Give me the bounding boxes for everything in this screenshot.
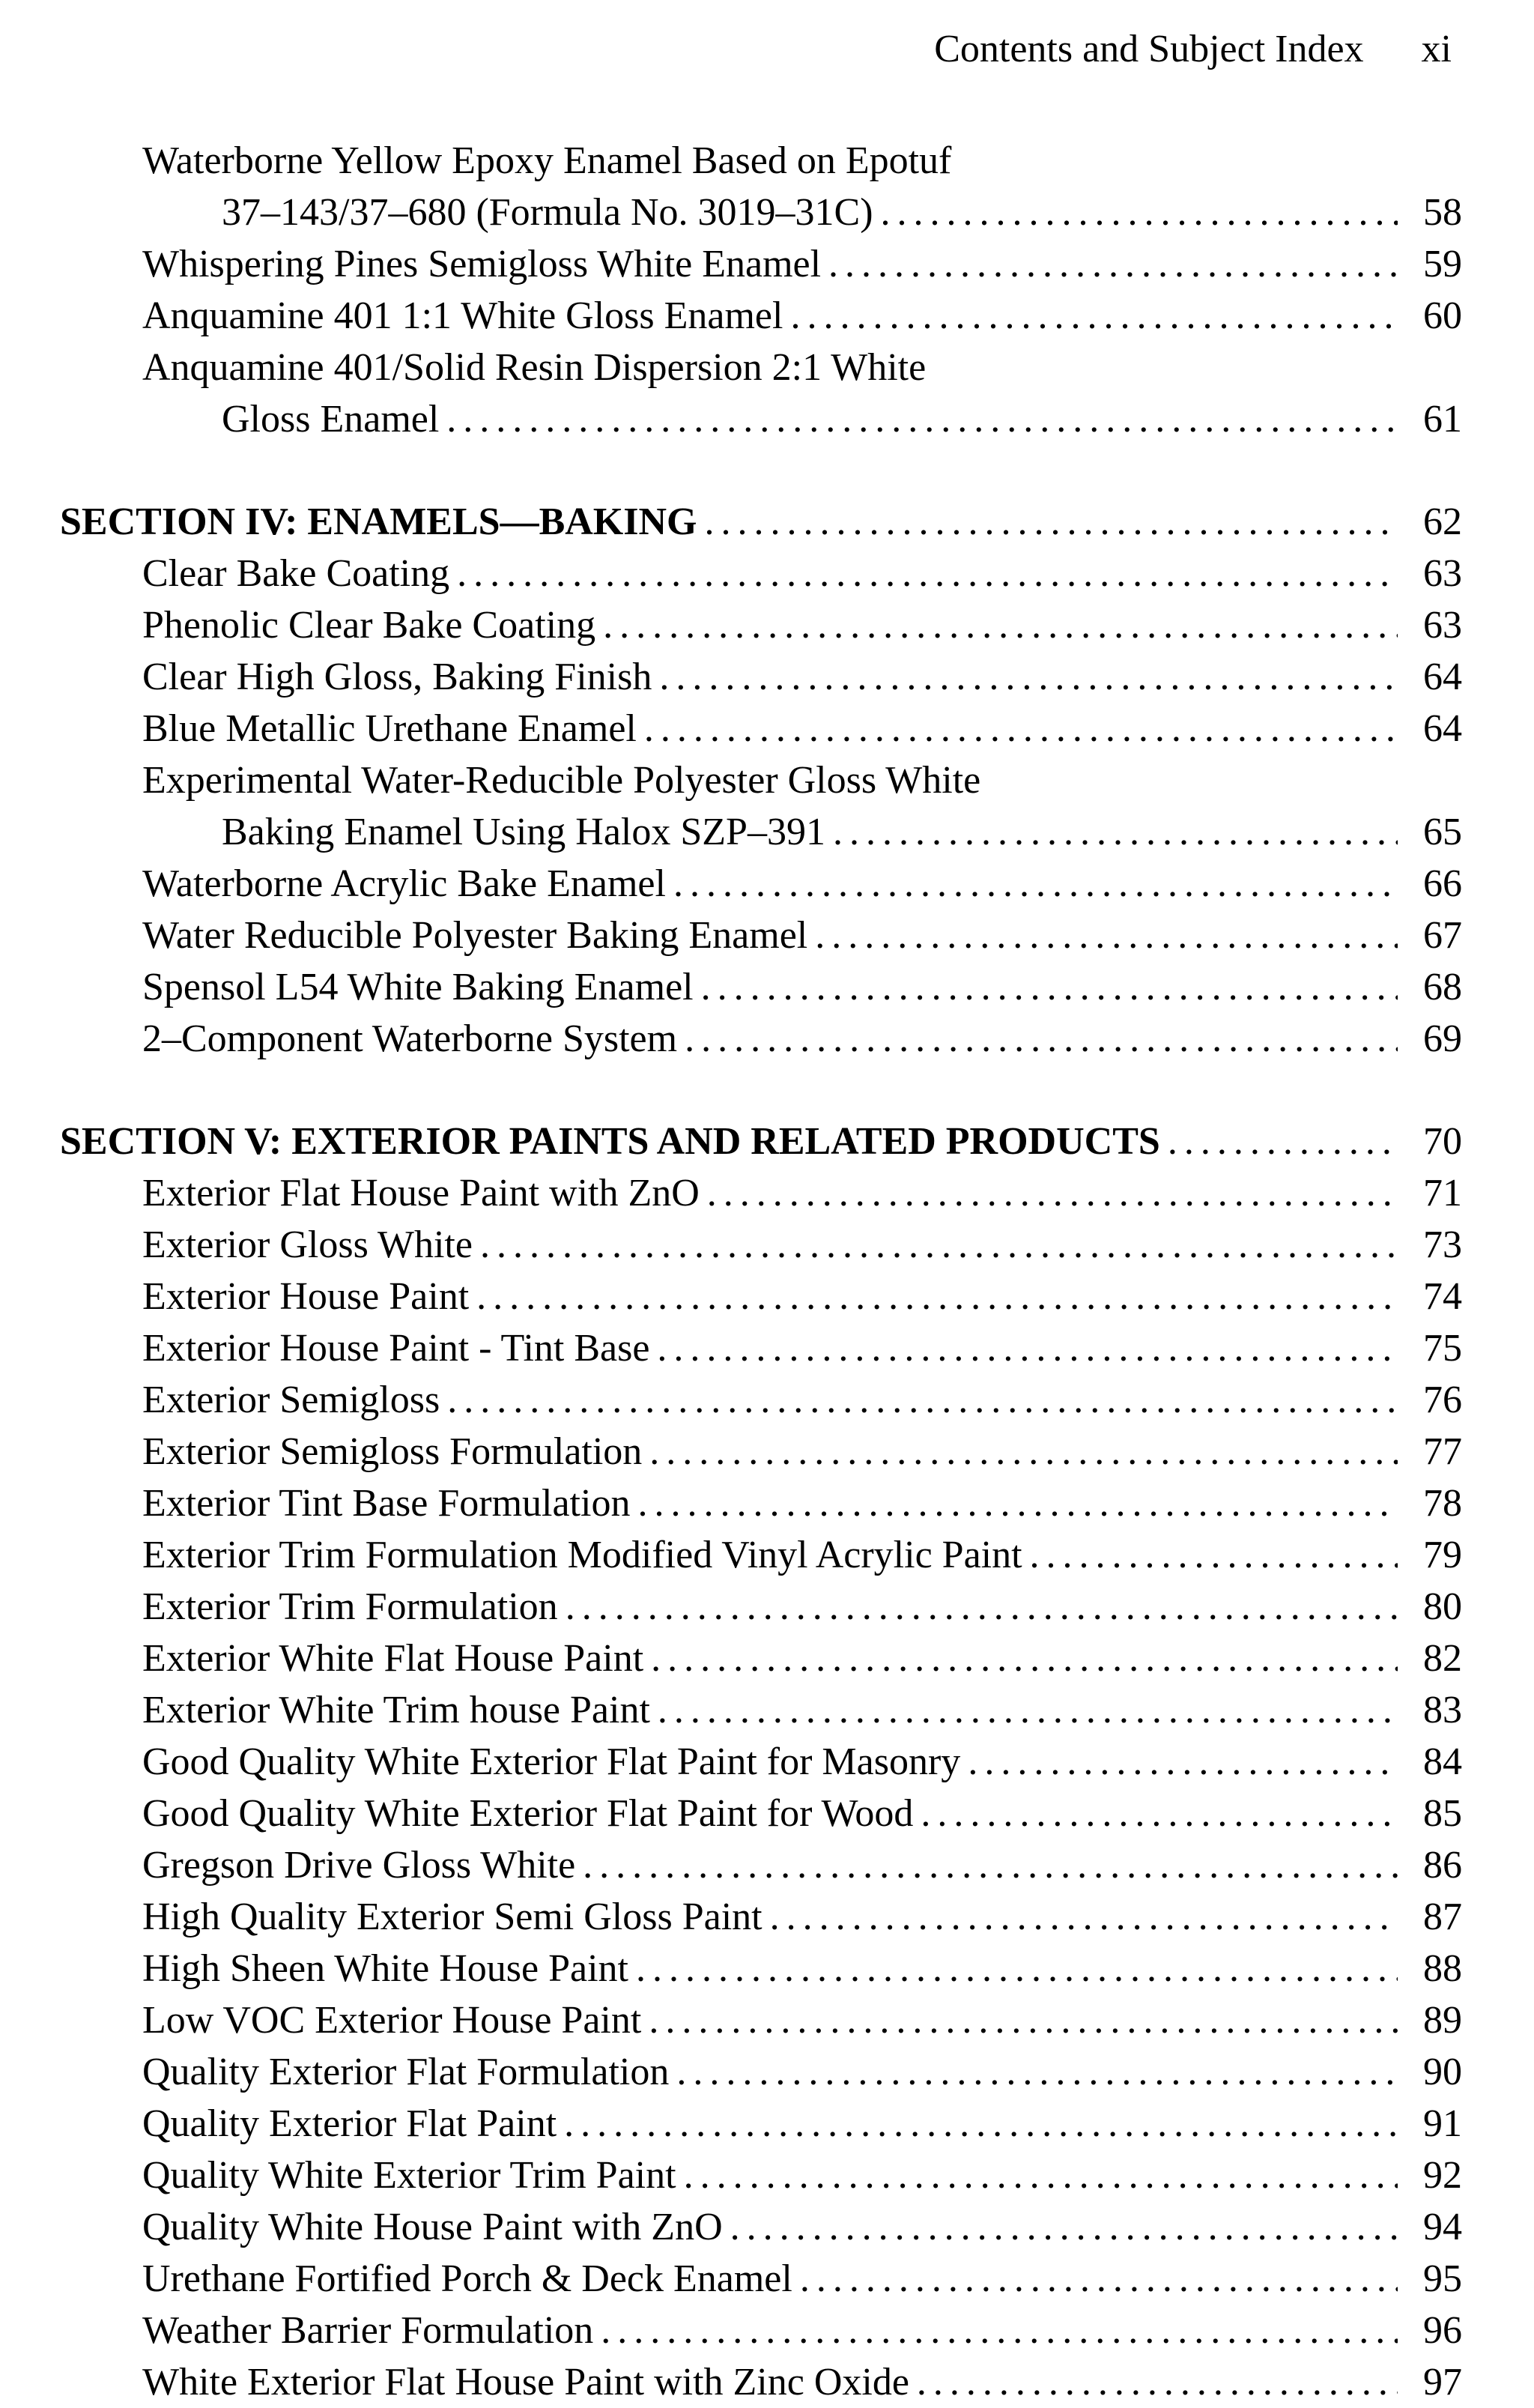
entry-title: Spensol L54 White Baking Enamel [142, 966, 694, 1008]
entry-page-number: 78 [1423, 1482, 1462, 1525]
toc-entry-continuation [60, 187, 1462, 238]
entry-page-number: 67 [1423, 914, 1462, 957]
entry-page-number: 65 [1423, 811, 1462, 853]
dot-leader [603, 599, 1398, 651]
entry-page-number: 68 [1423, 966, 1462, 1008]
entry-page-number: 62 [1423, 500, 1462, 543]
toc-entry [60, 1736, 1462, 1788]
entry-page-number: 87 [1423, 1896, 1462, 1938]
dot-leader [583, 1839, 1398, 1891]
entry-page-number: 92 [1423, 2154, 1462, 2197]
entry-page-number: 63 [1423, 552, 1462, 595]
entry-page-number: 61 [1423, 398, 1462, 441]
entry-page-number: 70 [1423, 1120, 1462, 1163]
toc-entry [60, 2253, 1462, 2305]
toc-entry-continuation [60, 806, 1462, 858]
running-head [934, 27, 1452, 71]
dot-leader [701, 961, 1398, 1013]
entry-page-number: 77 [1423, 1430, 1462, 1473]
entry-page-number: 89 [1423, 1999, 1462, 2042]
toc-entry [60, 1581, 1462, 1633]
entry-title: Clear Bake Coating [142, 552, 450, 595]
dot-leader [476, 1271, 1398, 1322]
entry-title: Clear High Gloss, Baking Finish [142, 656, 652, 698]
toc-entry [60, 2356, 1462, 2408]
dot-leader [649, 1994, 1398, 2046]
entry-page-number: 71 [1423, 1172, 1462, 1214]
entry-page-number: 88 [1423, 1947, 1462, 1990]
entry-title: Exterior House Paint [142, 1275, 470, 1318]
entry-page-number: 69 [1423, 1017, 1462, 1060]
entry-page-number: 59 [1423, 243, 1462, 285]
toc-entry [60, 1167, 1462, 1219]
entry-title: 37–143/37–680 (Formula No. 3019–31C) [222, 191, 873, 234]
entry-title: 2–Component Waterborne System [142, 1017, 678, 1060]
entry-title: High Quality Exterior Semi Gloss Paint [142, 1896, 763, 1938]
entry-title: Baking Enamel Using Halox SZP–391 [222, 811, 825, 853]
entry-page-number: 73 [1423, 1223, 1462, 1266]
dot-leader [659, 651, 1398, 703]
entry-page-number: 94 [1423, 2206, 1462, 2248]
dot-leader [673, 858, 1398, 910]
toc-entry [60, 2098, 1462, 2150]
toc-entry [60, 1219, 1462, 1271]
toc-entry [60, 1374, 1462, 1426]
dot-leader [968, 1736, 1398, 1788]
entry-title: Anquamine 401/Solid Resin Dispersion 2:1 White [142, 346, 927, 389]
page-header-title: Contents and Subject Index [934, 28, 1364, 70]
entry-page-number: 86 [1423, 1844, 1462, 1887]
dot-leader [921, 1788, 1398, 1839]
toc-entry [60, 1943, 1462, 1994]
dot-leader [446, 393, 1398, 445]
dot-leader [457, 548, 1398, 599]
toc-entry [60, 961, 1462, 1013]
dot-leader [1030, 1529, 1398, 1581]
dot-leader [770, 1891, 1398, 1943]
dot-leader [684, 2150, 1398, 2201]
toc-entry [60, 2201, 1462, 2253]
entry-page-number: 58 [1423, 191, 1462, 234]
dot-leader [636, 1943, 1398, 1994]
entry-title: Gregson Drive Gloss White [142, 1844, 576, 1887]
entry-title: Good Quality White Exterior Flat Paint for Wood [142, 1792, 914, 1835]
toc-entry [60, 1891, 1462, 1943]
entry-page-number: 82 [1423, 1637, 1462, 1680]
dot-leader [658, 1684, 1398, 1736]
entry-title: Exterior Trim Formulation [142, 1585, 558, 1628]
dot-leader [644, 703, 1398, 754]
toc-entry [60, 2150, 1462, 2201]
entry-title: Waterborne Yellow Epoxy Enamel Based on Epotuf [142, 139, 952, 182]
dot-leader [564, 2098, 1398, 2150]
dot-leader [833, 806, 1398, 858]
entry-page-number: 91 [1423, 2102, 1462, 2145]
entry-page-number: 66 [1423, 862, 1462, 905]
entry-title: Exterior Tint Base Formulation [142, 1482, 631, 1525]
entry-title: Quality White Exterior Trim Paint [142, 2154, 676, 2197]
section-heading [60, 1116, 1462, 1167]
toc-entry [60, 135, 1462, 187]
toc-entry [60, 1788, 1462, 1839]
entry-page-number: 76 [1423, 1379, 1462, 1421]
entry-title: White Exterior Flat House Paint with Zinc Oxide [142, 2361, 909, 2404]
entry-title: SECTION V: EXTERIOR PAINTS AND RELATED PRODUCTS [60, 1120, 1160, 1163]
dot-leader [881, 187, 1398, 238]
entry-title: Exterior White Flat House Paint [142, 1637, 644, 1680]
entry-title: Exterior House Paint - Tint Base [142, 1327, 650, 1370]
entry-page-number: 90 [1423, 2051, 1462, 2093]
dot-leader [790, 290, 1398, 342]
toc-entry [60, 342, 1462, 393]
entry-title: Quality White House Paint with ZnO [142, 2206, 723, 2248]
toc-entry [60, 1322, 1462, 1374]
entry-page-number: 85 [1423, 1792, 1462, 1835]
dot-leader [649, 1426, 1398, 1477]
entry-title: Experimental Water-Reducible Polyester Gloss White [142, 759, 981, 802]
entry-title: Phenolic Clear Bake Coating [142, 604, 596, 647]
entry-title: Exterior White Trim house Paint [142, 1689, 650, 1731]
dot-leader [637, 1477, 1398, 1529]
entry-title: Exterior Gloss White [142, 1223, 473, 1266]
entry-title: Exterior Trim Formulation Modified Vinyl Acrylic Paint [142, 1534, 1022, 1576]
entry-title: Anquamine 401 1:1 White Gloss Enamel [142, 294, 783, 337]
entry-title: Good Quality White Exterior Flat Paint for Masonry [142, 1740, 961, 1783]
toc-entry [60, 1426, 1462, 1477]
dot-leader [676, 2046, 1398, 2098]
toc-entry [60, 1684, 1462, 1736]
entry-page-number: 84 [1423, 1740, 1462, 1783]
entry-title: Whispering Pines Semigloss White Enamel [142, 243, 822, 285]
dot-leader [480, 1219, 1398, 1271]
toc-entry [60, 651, 1462, 703]
entry-title: Water Reducible Polyester Baking Enamel [142, 914, 808, 957]
dot-leader [601, 2305, 1398, 2356]
entry-page-number: 64 [1423, 707, 1462, 750]
toc-entry [60, 2046, 1462, 2098]
toc-entry [60, 599, 1462, 651]
toc-entry [60, 548, 1462, 599]
entry-title: Low VOC Exterior House Paint [142, 1999, 642, 2042]
entry-page-number: 96 [1423, 2309, 1462, 2352]
toc-entry [60, 703, 1462, 754]
entry-title: Weather Barrier Formulation [142, 2309, 594, 2352]
dot-leader [657, 1322, 1398, 1374]
dot-leader [730, 2201, 1398, 2253]
entry-page-number: 80 [1423, 1585, 1462, 1628]
dot-leader [566, 1581, 1398, 1633]
dot-leader [704, 496, 1398, 548]
entry-title: Urethane Fortified Porch & Deck Enamel [142, 2257, 792, 2300]
toc-entry [60, 1839, 1462, 1891]
entry-page-number: 74 [1423, 1275, 1462, 1318]
toc-entry [60, 1529, 1462, 1581]
toc-entry [60, 1994, 1462, 2046]
toc-entry [60, 2305, 1462, 2356]
entry-title: High Sheen White House Paint [142, 1947, 628, 1990]
toc-entry [60, 754, 1462, 806]
entry-page-number: 83 [1423, 1689, 1462, 1731]
entry-page-number: 75 [1423, 1327, 1462, 1370]
toc-entry [60, 238, 1462, 290]
entry-page-number: 64 [1423, 656, 1462, 698]
toc-entry [60, 1633, 1462, 1684]
entry-title: Exterior Flat House Paint with ZnO [142, 1172, 700, 1214]
toc-entry [60, 1271, 1462, 1322]
toc-entry [60, 1013, 1462, 1065]
entry-title: Gloss Enamel [222, 398, 440, 441]
dot-leader [828, 238, 1398, 290]
page-number: xi [1421, 28, 1452, 70]
entry-title: Quality Exterior Flat Formulation [142, 2051, 670, 2093]
entry-title: Exterior Semigloss [142, 1379, 440, 1421]
entry-page-number: 95 [1423, 2257, 1462, 2300]
section-heading [60, 496, 1462, 548]
entry-page-number: 79 [1423, 1534, 1462, 1576]
toc-entry-continuation [60, 393, 1462, 445]
entry-title: Blue Metallic Urethane Enamel [142, 707, 637, 750]
toc-entry [60, 1477, 1462, 1529]
entry-page-number: 63 [1423, 604, 1462, 647]
toc-entry [60, 910, 1462, 961]
dot-leader [707, 1167, 1398, 1219]
table-of-contents [60, 135, 1462, 2408]
dot-leader [917, 2356, 1398, 2408]
dot-leader [447, 1374, 1398, 1426]
entry-title: Quality Exterior Flat Paint [142, 2102, 557, 2145]
entry-page-number: 97 [1423, 2361, 1462, 2404]
toc-entry [60, 290, 1462, 342]
entry-title: SECTION IV: ENAMELS—BAKING [60, 500, 697, 543]
dot-leader [815, 910, 1398, 961]
entry-title: Exterior Semigloss Formulation [142, 1430, 643, 1473]
dot-leader [1168, 1116, 1398, 1167]
entry-title: Waterborne Acrylic Bake Enamel [142, 862, 666, 905]
toc-entry [60, 858, 1462, 910]
dot-leader [685, 1013, 1398, 1065]
dot-leader [651, 1633, 1398, 1684]
dot-leader [800, 2253, 1398, 2305]
entry-page-number: 60 [1423, 294, 1462, 337]
